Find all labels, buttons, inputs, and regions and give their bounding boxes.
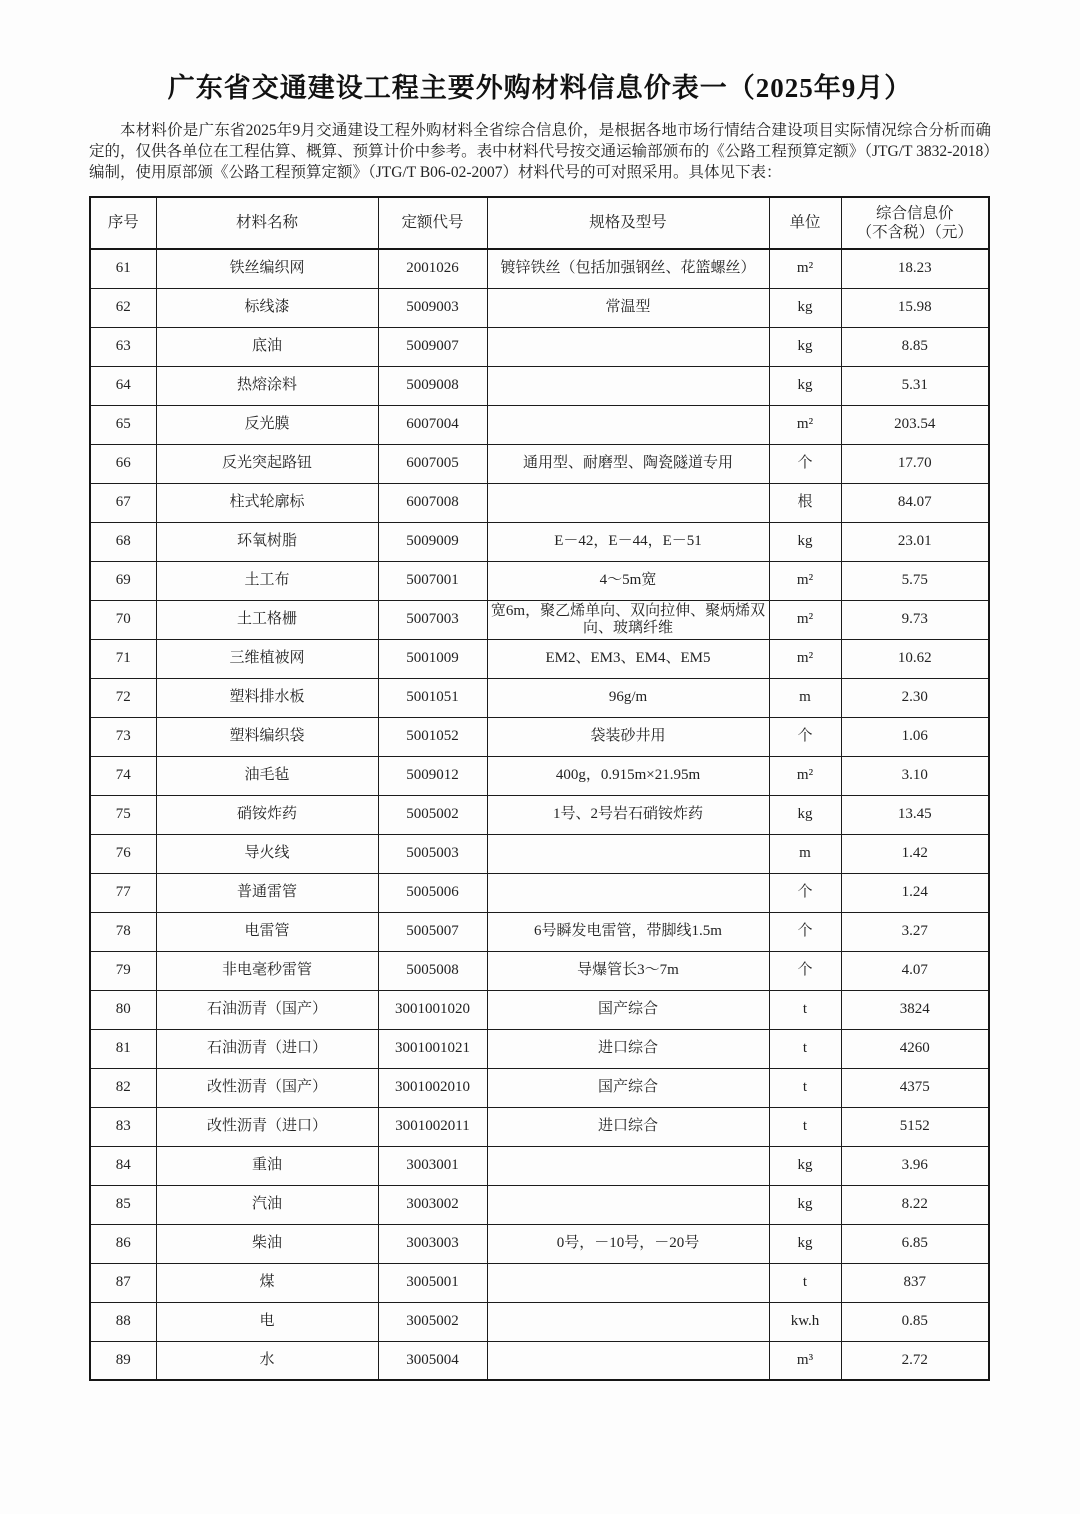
cell-spec <box>487 873 769 912</box>
cell-code: 5007001 <box>378 561 487 600</box>
cell-name: 导火线 <box>156 834 378 873</box>
cell-code: 3005004 <box>378 1341 487 1380</box>
cell-code: 2001026 <box>378 249 487 288</box>
cell-price: 5152 <box>841 1107 989 1146</box>
cell-code: 6007008 <box>378 483 487 522</box>
cell-code: 3003001 <box>378 1146 487 1185</box>
cell-spec <box>487 1263 769 1302</box>
cell-price: 1.42 <box>841 834 989 873</box>
cell-name: 电雷管 <box>156 912 378 951</box>
cell-spec: 1号、2号岩石硝铵炸药 <box>487 795 769 834</box>
header-name: 材料名称 <box>156 197 378 249</box>
cell-seq: 61 <box>90 249 156 288</box>
header-price <box>841 197 989 249</box>
cell-seq: 71 <box>90 639 156 678</box>
cell-seq: 88 <box>90 1302 156 1341</box>
cell-unit: m² <box>769 639 841 678</box>
cell-name: 土工布 <box>156 561 378 600</box>
material-price-table <box>89 196 990 1381</box>
cell-name: 底油 <box>156 327 378 366</box>
cell-name: 柴油 <box>156 1224 378 1263</box>
cell-spec: 国产综合 <box>487 990 769 1029</box>
cell-seq: 64 <box>90 366 156 405</box>
cell-seq: 66 <box>90 444 156 483</box>
price-table-container <box>89 196 1080 1381</box>
table-row <box>90 405 989 444</box>
cell-price: 8.22 <box>841 1185 989 1224</box>
table-row <box>90 1302 989 1341</box>
cell-seq: 78 <box>90 912 156 951</box>
table-row <box>90 951 989 990</box>
cell-price: 13.45 <box>841 795 989 834</box>
cell-spec <box>487 327 769 366</box>
cell-unit: t <box>769 1263 841 1302</box>
cell-seq: 77 <box>90 873 156 912</box>
table-row <box>90 639 989 678</box>
cell-code: 3001001021 <box>378 1029 487 1068</box>
cell-code: 5009007 <box>378 327 487 366</box>
cell-seq: 65 <box>90 405 156 444</box>
cell-seq: 89 <box>90 1341 156 1380</box>
cell-seq: 74 <box>90 756 156 795</box>
header-unit: 单位 <box>769 197 841 249</box>
cell-spec: 进口综合 <box>487 1029 769 1068</box>
cell-unit: kg <box>769 366 841 405</box>
cell-price: 2.72 <box>841 1341 989 1380</box>
cell-unit: kg <box>769 1185 841 1224</box>
header-seq: 序号 <box>90 197 156 249</box>
cell-unit: m <box>769 834 841 873</box>
table-row <box>90 912 989 951</box>
cell-code: 3001002011 <box>378 1107 487 1146</box>
cell-name: 煤 <box>156 1263 378 1302</box>
cell-code: 5005007 <box>378 912 487 951</box>
cell-unit: 根 <box>769 483 841 522</box>
cell-unit: kg <box>769 1146 841 1185</box>
cell-code: 3001002010 <box>378 1068 487 1107</box>
cell-unit: m² <box>769 405 841 444</box>
cell-unit: t <box>769 990 841 1029</box>
cell-spec: 4～5m宽 <box>487 561 769 600</box>
cell-unit: kg <box>769 327 841 366</box>
table-row <box>90 873 989 912</box>
cell-name: 标线漆 <box>156 288 378 327</box>
header-spec: 规格及型号 <box>487 197 769 249</box>
cell-unit: m² <box>769 561 841 600</box>
cell-seq: 83 <box>90 1107 156 1146</box>
table-row <box>90 678 989 717</box>
cell-code: 5005006 <box>378 873 487 912</box>
table-row <box>90 1341 989 1380</box>
table-row <box>90 561 989 600</box>
cell-code: 3003002 <box>378 1185 487 1224</box>
page-title: 广东省交通建设工程主要外购材料信息价表一（2025年9月） <box>167 73 913 103</box>
cell-unit: m² <box>769 600 841 639</box>
cell-code: 3003003 <box>378 1224 487 1263</box>
cell-spec <box>487 1146 769 1185</box>
cell-name: 塑料排水板 <box>156 678 378 717</box>
cell-price: 5.31 <box>841 366 989 405</box>
cell-seq: 84 <box>90 1146 156 1185</box>
cell-price: 17.70 <box>841 444 989 483</box>
cell-code: 5001009 <box>378 639 487 678</box>
cell-code: 5007003 <box>378 600 487 639</box>
cell-unit: m³ <box>769 1341 841 1380</box>
cell-spec: 96g/m <box>487 678 769 717</box>
cell-name: 改性沥青（进口） <box>156 1107 378 1146</box>
table-row <box>90 717 989 756</box>
cell-price: 4375 <box>841 1068 989 1107</box>
cell-price: 84.07 <box>841 483 989 522</box>
cell-unit: t <box>769 1068 841 1107</box>
cell-code: 6007004 <box>378 405 487 444</box>
table-row <box>90 366 989 405</box>
cell-price: 3.27 <box>841 912 989 951</box>
cell-unit: m² <box>769 756 841 795</box>
cell-unit: m <box>769 678 841 717</box>
cell-name: 石油沥青（国产） <box>156 990 378 1029</box>
cell-code: 5009003 <box>378 288 487 327</box>
cell-spec: 400g，0.915m×21.95m <box>487 756 769 795</box>
table-row <box>90 1068 989 1107</box>
cell-unit: kg <box>769 522 841 561</box>
cell-spec: 国产综合 <box>487 1068 769 1107</box>
cell-code: 5001052 <box>378 717 487 756</box>
intro-paragraph: 本材料价是广东省2025年9月交通建设工程外购材料全省综合信息价，是根据各地市场行情结合建设项目实际情况综合分析而确定的，仅供各单位在工程估算、概算、预算计价中参考。表中材料代号按交通运输部颁布的《公路工程预算定额》（JTG/T 3832-2018）编制，使用原部颁《公路工程预算定额》（JTG/T B06-02-2007）材料代号的可对照采用。具体见下表： <box>89 122 991 181</box>
table-row <box>90 756 989 795</box>
cell-name: 三维植被网 <box>156 639 378 678</box>
cell-name: 普通雷管 <box>156 873 378 912</box>
cell-price: 0.85 <box>841 1302 989 1341</box>
cell-seq: 68 <box>90 522 156 561</box>
cell-spec: 导爆管长3～7m <box>487 951 769 990</box>
cell-price: 8.85 <box>841 327 989 366</box>
cell-name: 非电毫秒雷管 <box>156 951 378 990</box>
cell-price: 1.24 <box>841 873 989 912</box>
cell-spec: 袋装砂井用 <box>487 717 769 756</box>
cell-price: 6.85 <box>841 1224 989 1263</box>
cell-spec <box>487 1341 769 1380</box>
table-row <box>90 249 989 288</box>
cell-seq: 75 <box>90 795 156 834</box>
table-row <box>90 834 989 873</box>
cell-unit: 个 <box>769 951 841 990</box>
table-header <box>90 197 989 249</box>
header-price-line2: （不含税）（元） <box>856 224 973 241</box>
cell-spec <box>487 405 769 444</box>
cell-seq: 87 <box>90 1263 156 1302</box>
cell-price: 837 <box>841 1263 989 1302</box>
cell-unit: kg <box>769 288 841 327</box>
cell-name: 环氧树脂 <box>156 522 378 561</box>
cell-spec: 镀锌铁丝（包括加强钢丝、花篮螺丝） <box>487 249 769 288</box>
cell-spec: 进口综合 <box>487 1107 769 1146</box>
table-row <box>90 1224 989 1263</box>
cell-price: 2.30 <box>841 678 989 717</box>
table-row <box>90 795 989 834</box>
header-row <box>90 197 989 249</box>
cell-code: 3001001020 <box>378 990 487 1029</box>
cell-spec <box>487 1302 769 1341</box>
table-row <box>90 990 989 1029</box>
cell-code: 6007005 <box>378 444 487 483</box>
header-code: 定额代号 <box>378 197 487 249</box>
table-row <box>90 288 989 327</box>
cell-spec <box>487 483 769 522</box>
cell-name: 柱式轮廓标 <box>156 483 378 522</box>
cell-price: 10.62 <box>841 639 989 678</box>
cell-unit: t <box>769 1107 841 1146</box>
cell-spec: 6号瞬发电雷管，带脚线1.5m <box>487 912 769 951</box>
cell-name: 塑料编织袋 <box>156 717 378 756</box>
cell-name: 改性沥青（国产） <box>156 1068 378 1107</box>
cell-seq: 62 <box>90 288 156 327</box>
table-row <box>90 522 989 561</box>
table-row <box>90 483 989 522</box>
table-row <box>90 327 989 366</box>
cell-spec: 通用型、耐磨型、陶瓷隧道专用 <box>487 444 769 483</box>
table-body <box>90 249 989 1380</box>
cell-spec: 常温型 <box>487 288 769 327</box>
cell-unit: 个 <box>769 873 841 912</box>
cell-name: 反光突起路钮 <box>156 444 378 483</box>
cell-name: 铁丝编织网 <box>156 249 378 288</box>
cell-unit: kg <box>769 795 841 834</box>
cell-seq: 80 <box>90 990 156 1029</box>
cell-name: 汽油 <box>156 1185 378 1224</box>
cell-name: 反光膜 <box>156 405 378 444</box>
cell-seq: 79 <box>90 951 156 990</box>
cell-spec: 0号，－10号，－20号 <box>487 1224 769 1263</box>
cell-code: 5009009 <box>378 522 487 561</box>
table-row <box>90 1029 989 1068</box>
cell-unit: t <box>769 1029 841 1068</box>
cell-name: 硝铵炸药 <box>156 795 378 834</box>
cell-price: 18.23 <box>841 249 989 288</box>
cell-seq: 81 <box>90 1029 156 1068</box>
cell-unit: kg <box>769 1224 841 1263</box>
cell-price: 3.10 <box>841 756 989 795</box>
cell-spec: 宽6m，聚乙烯单向、双向拉伸、聚炳烯双向、玻璃纤维 <box>487 600 769 639</box>
cell-code: 5001051 <box>378 678 487 717</box>
cell-name: 电 <box>156 1302 378 1341</box>
cell-spec: EM2、EM3、EM4、EM5 <box>487 639 769 678</box>
cell-code: 5009008 <box>378 366 487 405</box>
cell-price: 203.54 <box>841 405 989 444</box>
cell-code: 3005002 <box>378 1302 487 1341</box>
cell-name: 热熔涂料 <box>156 366 378 405</box>
cell-code: 3005001 <box>378 1263 487 1302</box>
cell-price: 1.06 <box>841 717 989 756</box>
cell-seq: 72 <box>90 678 156 717</box>
cell-spec <box>487 1185 769 1224</box>
table-row <box>90 1107 989 1146</box>
cell-name: 石油沥青（进口） <box>156 1029 378 1068</box>
cell-seq: 69 <box>90 561 156 600</box>
cell-seq: 63 <box>90 327 156 366</box>
cell-unit: 个 <box>769 444 841 483</box>
cell-seq: 70 <box>90 600 156 639</box>
header-price-line1: 综合信息价 <box>875 205 954 222</box>
cell-code: 5005008 <box>378 951 487 990</box>
cell-price: 23.01 <box>841 522 989 561</box>
table-row <box>90 1146 989 1185</box>
cell-code: 5009012 <box>378 756 487 795</box>
cell-spec <box>487 834 769 873</box>
cell-price: 9.73 <box>841 600 989 639</box>
cell-spec <box>487 366 769 405</box>
cell-unit: m² <box>769 249 841 288</box>
cell-price: 15.98 <box>841 288 989 327</box>
cell-price: 4260 <box>841 1029 989 1068</box>
cell-code: 5005002 <box>378 795 487 834</box>
cell-price: 5.75 <box>841 561 989 600</box>
cell-seq: 76 <box>90 834 156 873</box>
cell-name: 水 <box>156 1341 378 1380</box>
cell-spec: E－42，E－44，E－51 <box>487 522 769 561</box>
cell-name: 重油 <box>156 1146 378 1185</box>
cell-seq: 85 <box>90 1185 156 1224</box>
table-row <box>90 1185 989 1224</box>
cell-seq: 73 <box>90 717 156 756</box>
cell-code: 5005003 <box>378 834 487 873</box>
table-row <box>90 444 989 483</box>
cell-name: 油毛毡 <box>156 756 378 795</box>
cell-seq: 86 <box>90 1224 156 1263</box>
table-row <box>90 1263 989 1302</box>
table-row <box>90 600 989 639</box>
cell-price: 3.96 <box>841 1146 989 1185</box>
cell-name: 土工格栅 <box>156 600 378 639</box>
cell-price: 3824 <box>841 990 989 1029</box>
cell-unit: 个 <box>769 717 841 756</box>
cell-seq: 67 <box>90 483 156 522</box>
cell-unit: 个 <box>769 912 841 951</box>
cell-price: 4.07 <box>841 951 989 990</box>
cell-unit: kw.h <box>769 1302 841 1341</box>
cell-seq: 82 <box>90 1068 156 1107</box>
